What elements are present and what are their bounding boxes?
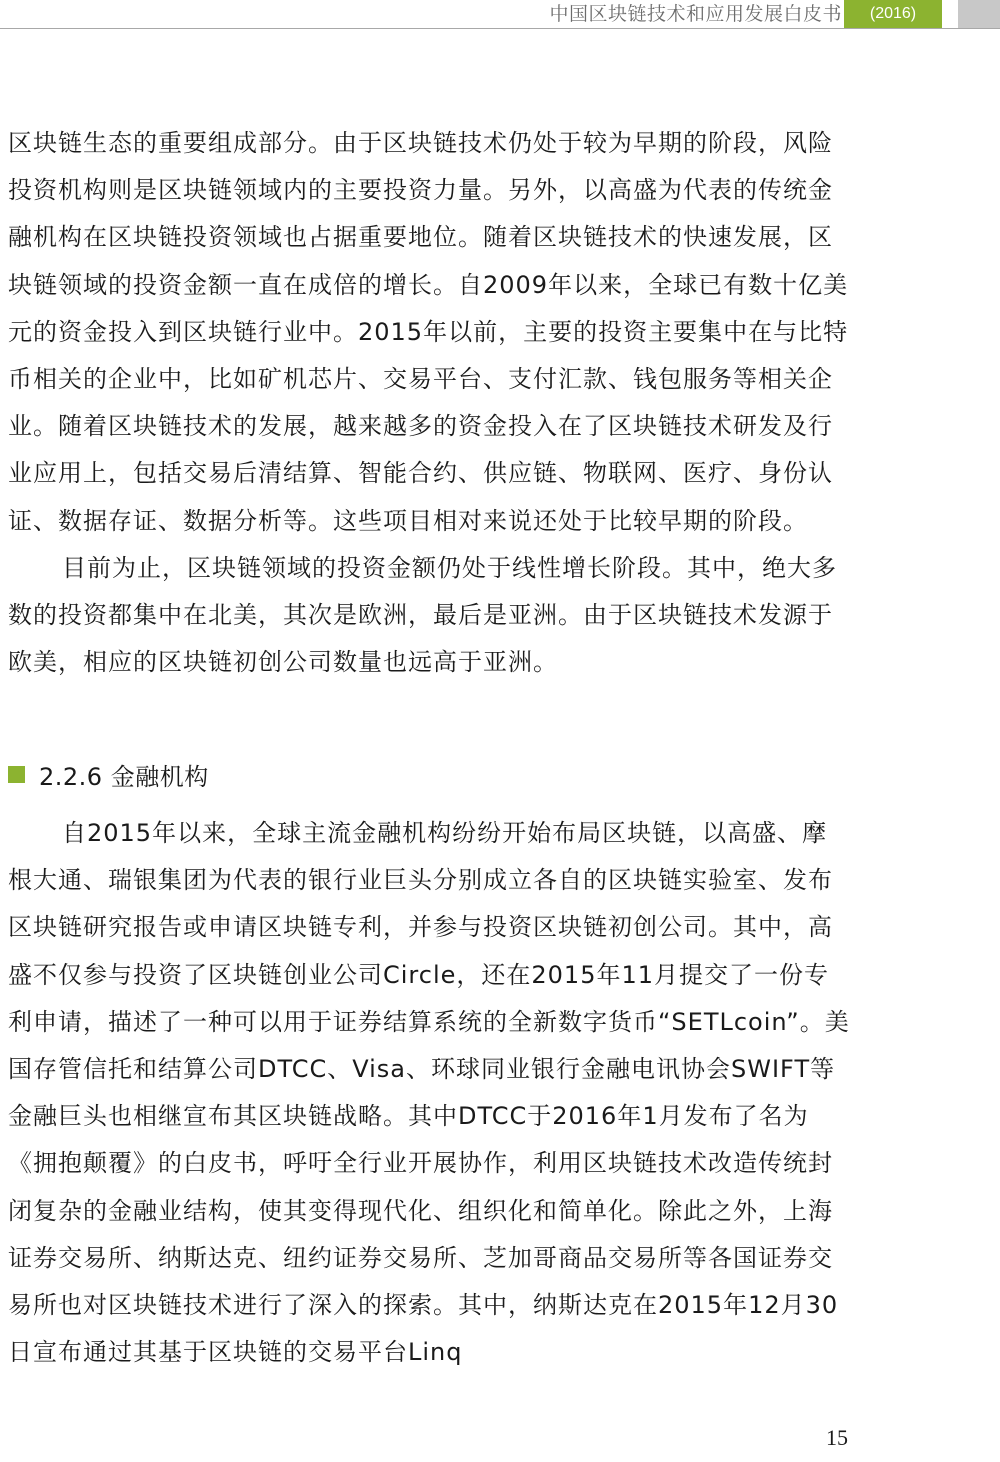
- section-paragraph: 自2015年以来，全球主流金融机构纷纷开始布局区块链，以高盛、摩根大通、瑞银集团为代表的银行业巨头分别成立各自的区块链实验室、发布区块链研究报告或申请区块链专利，并参与投资区块链初创公司。其中，高盛不仅参与投资了区块链创业公司Circle，还在2015年11月提交了一份专利申请，描述了一种可以用于证券结算系统的全新数字货币“SETLcoin”。美国存管信托和结算公司DTCC、Visa、环球同业银行金融电讯协会SWIFT等金融巨头也相继宣布其区块链战略。其中DTCC于2016年1月发布了名为《拥抱颠覆》的白皮书，呼吁全行业开展协作，利用区块链技术改造传统封闭复杂的金融业结构，使其变得现代化、组织化和简单化。除此之外，上海证券交易所、纳斯达克、纽约证券交易所、芝加哥商品交易所等各国证券交易所也对区块链技术进行了深入的探索。其中，纳斯达克在2015年12月30日宣布通过其基于区块链的交易平台Linq: [8, 819, 850, 1367]
- body-text: [8, 120, 850, 686]
- section-heading: [8, 752, 209, 796]
- section-marker-square: [8, 766, 25, 783]
- section-body: [8, 810, 850, 1376]
- header-grey-block: [958, 0, 1000, 28]
- header-year-tab: (2016): [844, 0, 942, 28]
- section-heading-text: 2.2.6 金融机构: [39, 762, 209, 791]
- header-rule: [0, 28, 1000, 29]
- running-header: [0, 0, 1000, 31]
- header-title: 中国区块链技术和应用发展白皮书: [549, 3, 842, 25]
- page-number: 15: [826, 1425, 848, 1450]
- paragraph-2: 目前为止，区块链领域的投资金额仍处于线性增长阶段。其中，绝大多数的投资都集中在北美，其次是欧洲，最后是亚洲。由于区块链技术发源于欧美，相应的区块链初创公司数量也远高于亚洲。: [8, 553, 837, 677]
- paragraph-1: 区块链生态的重要组成部分。由于区块链技术仍处于较为早期的阶段，风险投资机构则是区块链领域内的主要投资力量。另外，以高盛为代表的传统金融机构在区块链投资领域也占据重要地位。随着区块链技术的快速发展，区块链领域的投资金额一直在成倍的增长。自2009年以来，全球已有数十亿美元的资金投入到区块链行业中。2015年以前，主要的投资主要集中在与比特币相关的企业中，比如矿机芯片、交易平台、支付汇款、钱包服务等相关企业。随着区块链技术的发展，越来越多的资金投入在了区块链技术研发及行业应用上，包括交易后清结算、智能合约、供应链、物联网、医疗、身份认证、数据存证、数据分析等。这些项目相对来说还处于比较早期的阶段。: [8, 129, 849, 535]
